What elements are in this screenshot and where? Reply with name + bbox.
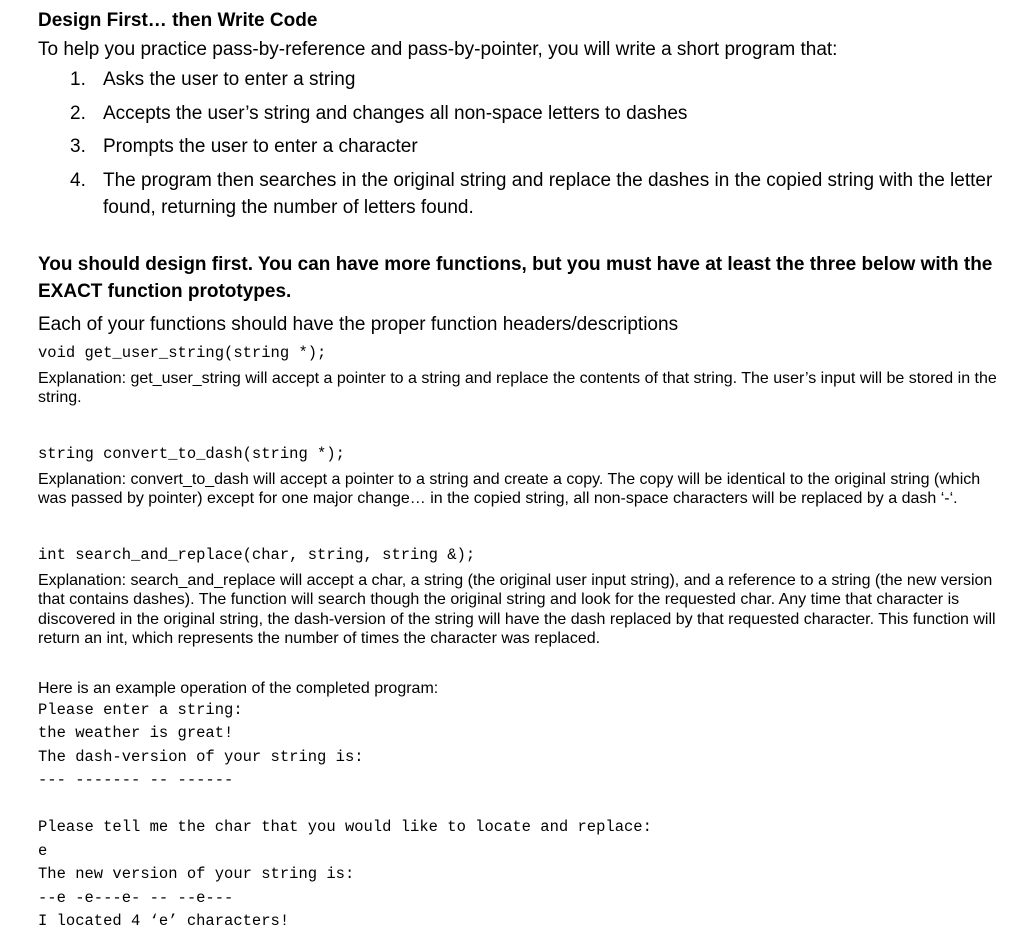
example-output-line: e [38, 841, 48, 860]
list-number: 2. [70, 102, 86, 124]
function-prototype: void get_user_string(string *); [38, 343, 327, 362]
list-item [38, 133, 998, 160]
design-requirement: You should design first. You can have more functions, but you must have at least the three below with the EXACT function prototypes. [38, 253, 993, 302]
example-output-line: The dash-version of your string is: [38, 747, 364, 766]
example-output-line: Please enter a string: [38, 700, 243, 719]
example-output-line: Please tell me the char that you would like to locate and replace: [38, 818, 652, 836]
example-output [38, 699, 998, 934]
example-output-line: the weather is great! [38, 724, 234, 742]
list-item [38, 167, 998, 221]
example-output-line: I located 4 ‘e’ characters! [38, 912, 290, 930]
function-explanation: Explanation: convert_to_dash will accept a pointer to a string and create a copy. The copy will be identical to the original string (which was passed by pointer) except for one major change… in the copied string, all non-space characters will be replaced by a dash ‘-‘. [38, 470, 981, 507]
function-prototype: int search_and_replace(char, string, string &); [38, 545, 476, 564]
function-explanation: Explanation: search_and_replace will accept a char, a string (the original user input string), and a reference to a string (the new version that contains dashes). The function will search though the original string and look for the requested char. Any time that character is discovered in the original string, the dash-version of the string will have the dash replaced by that requested character. This function will return an int, which represents the number of times the character was replaced. [38, 571, 996, 647]
headers-requirement: Each of your functions should have the proper function headers/descriptions [38, 313, 679, 335]
example-intro: Here is an example operation of the completed program: [38, 679, 439, 697]
example-output-blank-line [38, 793, 998, 817]
function-explanation: Explanation: get_user_string will accept a pointer to a string and replace the contents of that string. The user’s input will be stored in the string. [38, 369, 997, 406]
list-item-text: Accepts the user’s string and changes all non-space letters to dashes [103, 102, 688, 124]
list-item-text: Prompts the user to enter a character [103, 136, 418, 157]
list-item-text: Asks the user to enter a string [103, 69, 356, 90]
intro-paragraph: To help you practice pass-by-reference and pass-by-pointer, you will write a short program that: [38, 39, 838, 60]
steps-list [38, 66, 998, 221]
list-number: 4. [70, 169, 86, 191]
list-number: 3. [70, 136, 86, 157]
example-output-line: --- ------- -- ------ [38, 771, 234, 789]
list-item [38, 100, 998, 127]
assignment-document [38, 8, 998, 934]
list-item-text: The program then searches in the original string and replace the dashes in the copied string with the letter found, returning the number of letters found. [103, 169, 993, 218]
example-output-line: The new version of your string is: [38, 865, 355, 883]
list-number: 1. [70, 69, 86, 90]
section-heading: Design First… then Write Code [38, 10, 318, 31]
function-prototype: string convert_to_dash(string *); [38, 444, 345, 463]
example-output-line: --e -e---e- -- --e--- [38, 888, 234, 907]
list-item [38, 66, 998, 93]
